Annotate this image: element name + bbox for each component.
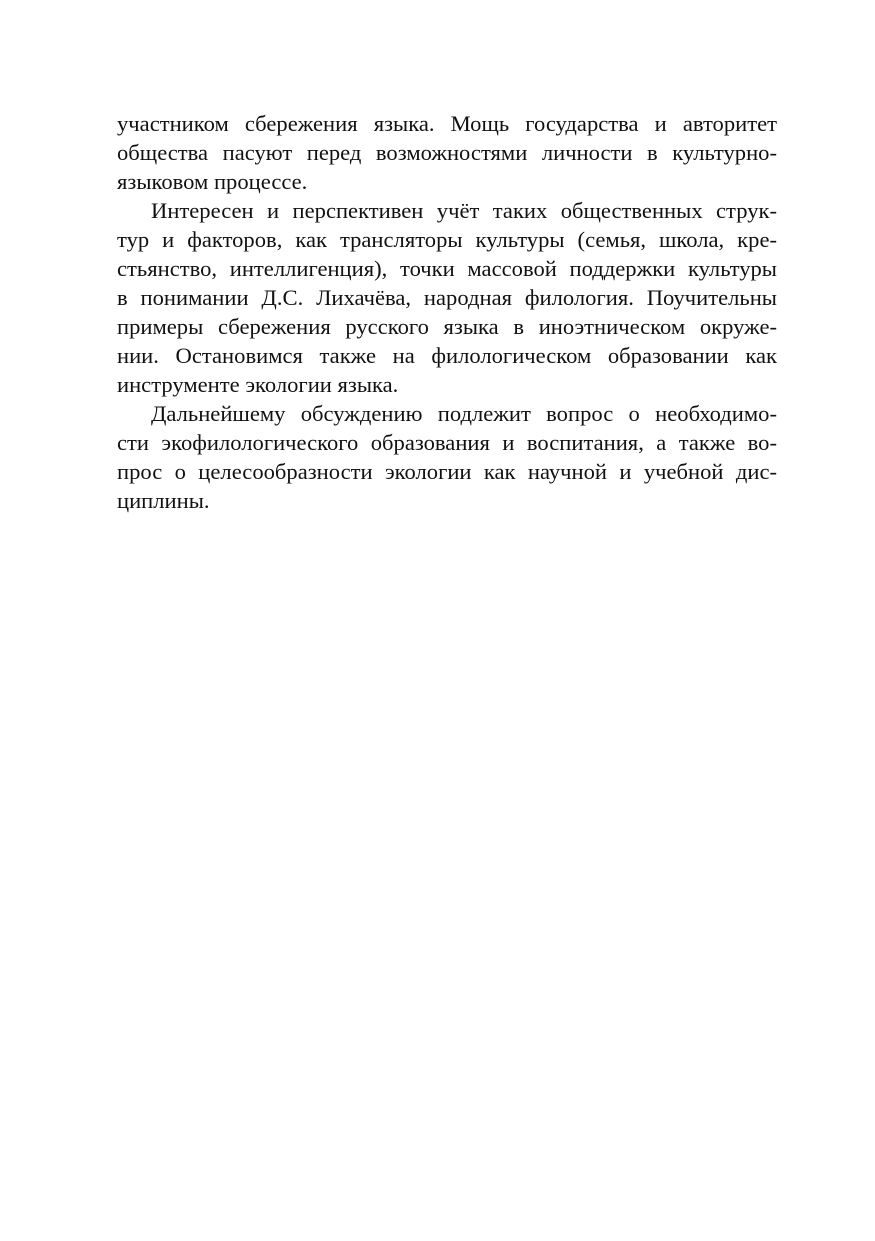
text-line: инструменте экологии языка.: [117, 372, 399, 397]
text-line: Дальнейшему обсуждению подлежит вопрос о необходимо-: [151, 401, 777, 426]
text-line: циплины.: [117, 488, 210, 513]
paragraph-2: [117, 196, 777, 399]
paragraph-1: [117, 109, 777, 196]
text-line: участником сбережения языка. Мощь государства и авторитет: [117, 111, 777, 136]
text-line: языковом процессе.: [117, 169, 308, 194]
text-line: сти экофилологического образования и воспитания, а также во-: [117, 430, 777, 455]
page-body: [117, 109, 777, 515]
text-line: стьянство, интеллигенция), точки массовой поддержки культуры: [117, 256, 777, 281]
text-line: тур и факторов, как трансляторы культуры (семья, школа, кре-: [117, 227, 777, 252]
text-line: прос о целесообразности экологии как научной и учебной дис-: [117, 459, 777, 484]
text-line: нии. Остановимся также на филологическом образовании как: [117, 343, 777, 368]
paragraph-3: [117, 399, 777, 515]
text-line: примеры сбережения русского языка в иноэтническом окруже-: [117, 314, 777, 339]
text-line: Интересен и перспективен учёт таких общественных струк-: [151, 198, 777, 223]
text-line: общества пасуют перед возможностями личности в культурно-: [117, 140, 777, 165]
text-line: в понимании Д.С. Лихачёва, народная филология. Поучительны: [117, 285, 777, 310]
